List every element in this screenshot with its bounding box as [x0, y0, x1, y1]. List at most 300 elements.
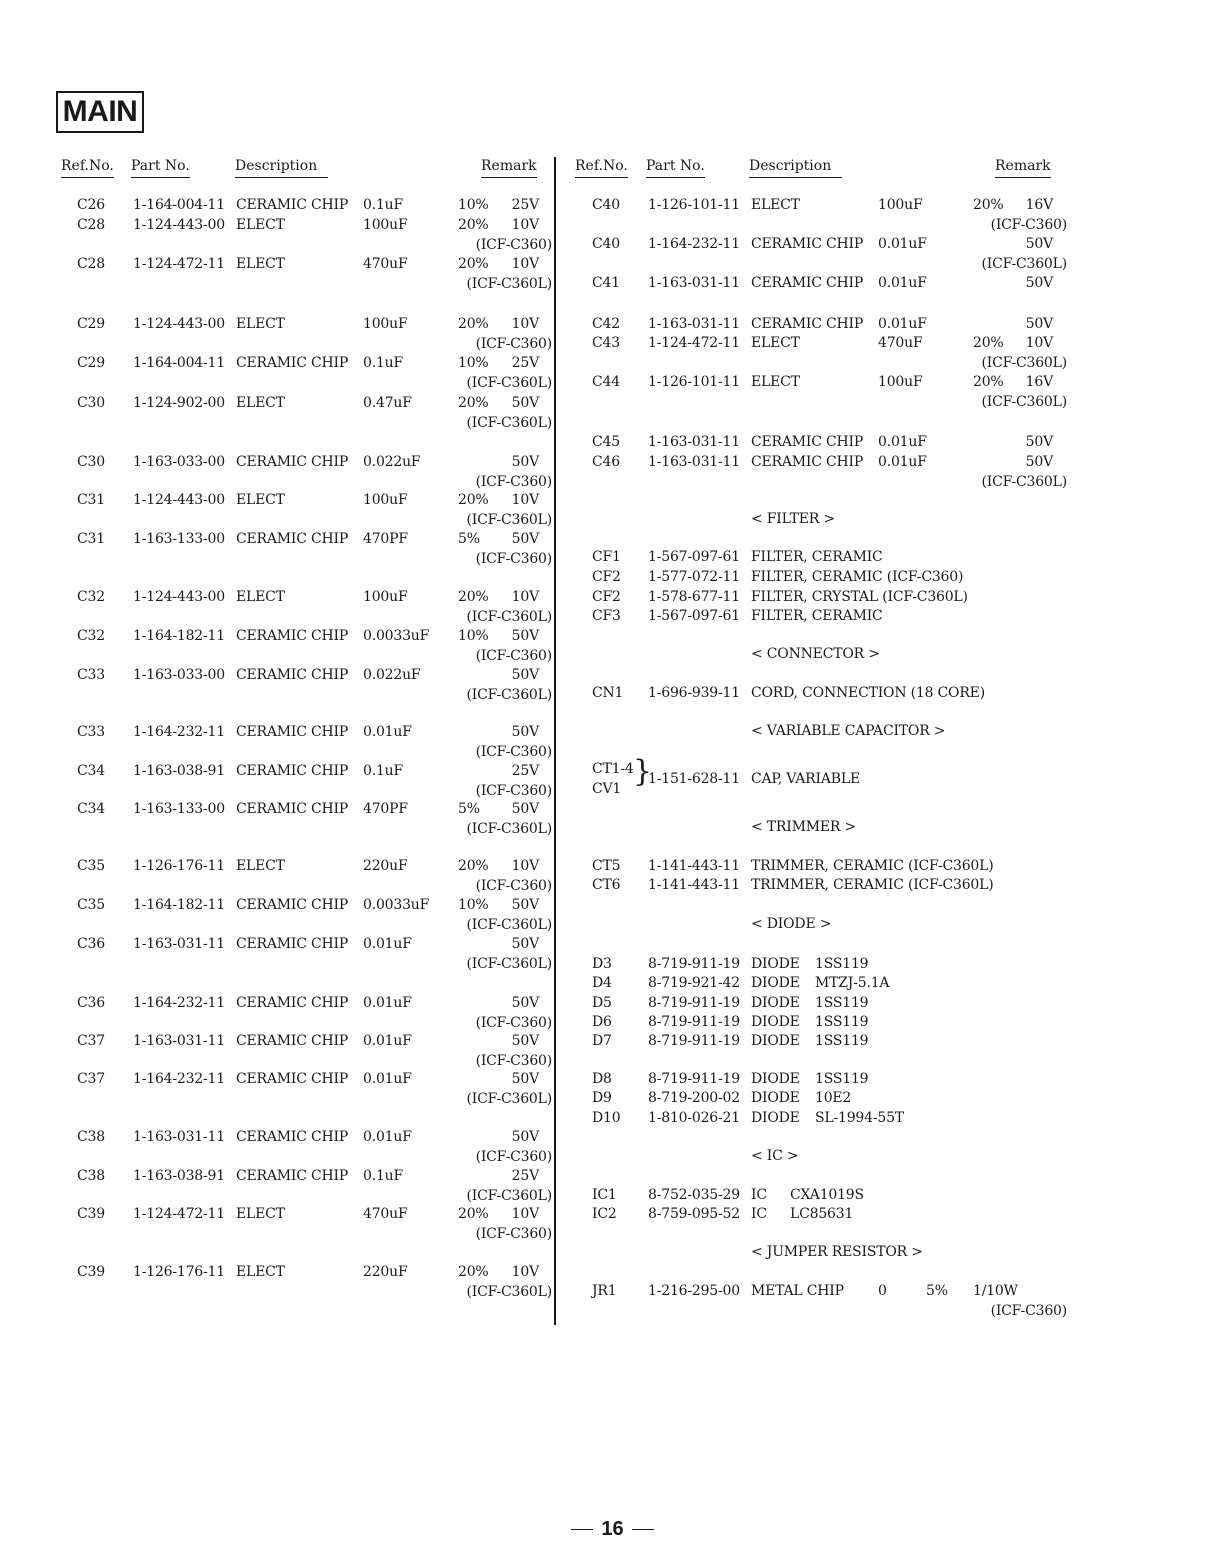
model-note: (ICF-C360) [475, 336, 552, 352]
tolerance: 20% [458, 256, 489, 272]
page-number: 16 [0, 1518, 1225, 1541]
value: 470PF [363, 531, 408, 547]
voltage: 50V [511, 667, 539, 683]
description: ELECT [751, 374, 800, 390]
model-note: (ICF-C360) [475, 1226, 552, 1242]
description: FILTER, CERAMIC (ICF-C360) [751, 569, 964, 585]
description: CERAMIC CHIP [751, 236, 864, 252]
ref-no: C41 [592, 275, 620, 291]
tolerance: 20% [458, 316, 489, 332]
model-note: (ICF-C360) [475, 648, 552, 664]
value: 0.01uF [878, 275, 927, 291]
part-no: 1-164-182-11 [133, 628, 225, 644]
ref-no: C44 [592, 374, 620, 390]
description: CERAMIC CHIP [751, 434, 864, 450]
part-no: 1-164-004-11 [133, 355, 225, 371]
voltage: 50V [1025, 275, 1053, 291]
description: ELECT [236, 256, 285, 272]
model-note: (ICF-C360L) [466, 956, 552, 972]
ref-no: C40 [592, 236, 620, 252]
description: ELECT [236, 1264, 285, 1280]
voltage: 25V [511, 763, 539, 779]
description: CERAMIC CHIP [236, 1071, 349, 1087]
value: 0.01uF [363, 724, 412, 740]
description: CERAMIC CHIP [236, 724, 349, 740]
part-no: 8-719-911-19 [648, 956, 740, 972]
description: IC [751, 1206, 767, 1222]
description: DIODE [751, 1110, 800, 1126]
value: 220uF [363, 858, 408, 874]
value: 220uF [363, 1264, 408, 1280]
description: DIODE [751, 1071, 800, 1087]
part-no: 1-163-031-11 [648, 275, 740, 291]
voltage: 10V [511, 1206, 539, 1222]
model-note: (ICF-C360) [475, 878, 552, 894]
description: FILTER, CERAMIC [751, 549, 883, 565]
ref-no: C39 [77, 1264, 105, 1280]
description: ELECT [236, 858, 285, 874]
ref-no: C30 [77, 395, 105, 411]
part-no: 1-141-443-11 [648, 858, 740, 874]
ref-no: C28 [77, 256, 105, 272]
part-no: 1-163-031-11 [648, 454, 740, 470]
description: METAL CHIP [751, 1283, 844, 1299]
ref-no: C34 [77, 763, 105, 779]
ref-no: C31 [77, 492, 105, 508]
tolerance: 20% [973, 335, 1004, 351]
part-no: 1-163-133-00 [133, 531, 225, 547]
model-note: (ICF-C360) [475, 1015, 552, 1031]
description: CERAMIC CHIP [751, 275, 864, 291]
value: 0.1uF [363, 197, 403, 213]
model-note: (ICF-C360L) [981, 474, 1067, 490]
description: FILTER, CERAMIC [751, 608, 883, 624]
description: DIODE [751, 1090, 800, 1106]
part-no: 1-124-443-00 [133, 316, 225, 332]
tolerance: 20% [458, 1264, 489, 1280]
header-remark-right: Remark [995, 158, 1051, 178]
tolerance: 20% [458, 1206, 489, 1222]
voltage: 10V [1025, 335, 1053, 351]
voltage: 50V [511, 531, 539, 547]
description: CERAMIC CHIP [236, 1129, 349, 1145]
description: CERAMIC CHIP [751, 316, 864, 332]
section-trimmer: < TRIMMER > [751, 819, 857, 835]
value: 100uF [878, 197, 923, 213]
description: DIODE [751, 975, 800, 991]
ref-no: CF3 [592, 608, 621, 624]
ref-no: D10 [592, 1110, 621, 1126]
ref-no: C35 [77, 897, 105, 913]
value: 100uF [363, 316, 408, 332]
description: CERAMIC CHIP [236, 531, 349, 547]
tolerance: 10% [458, 355, 489, 371]
value: 0.01uF [878, 434, 927, 450]
value: 100uF [363, 217, 408, 233]
part-no: 1-126-101-11 [648, 197, 740, 213]
description: ELECT [236, 492, 285, 508]
ref-no: D3 [592, 956, 612, 972]
part-no: 1-124-902-00 [133, 395, 225, 411]
part-type: LC85631 [790, 1206, 854, 1222]
ref-no: C43 [592, 335, 620, 351]
tolerance: 10% [458, 897, 489, 913]
value: 0 [878, 1283, 887, 1299]
ref-no: C37 [77, 1033, 105, 1049]
part-no: 1-163-033-00 [133, 454, 225, 470]
part-no: 1-164-232-11 [648, 236, 740, 252]
description: DIODE [751, 1014, 800, 1030]
description: ELECT [236, 217, 285, 233]
model-note: (ICF-C360) [990, 1303, 1067, 1319]
part-no: 1-163-031-11 [133, 1129, 225, 1145]
ref-no: C45 [592, 434, 620, 450]
part-no: 1-216-295-00 [648, 1283, 740, 1299]
part-no: 1-163-033-00 [133, 667, 225, 683]
part-type: SL-1994-55T [815, 1110, 904, 1126]
voltage: 10V [511, 256, 539, 272]
grouping-brace-icon: } [633, 754, 653, 789]
part-no: 1-810-026-21 [648, 1110, 740, 1126]
ref-no: C38 [77, 1168, 105, 1184]
ref-no: JR1 [592, 1283, 617, 1299]
ref-no: C29 [77, 316, 105, 332]
part-no: 1-577-072-11 [648, 569, 740, 585]
model-note: (ICF-C360) [475, 474, 552, 490]
description: CERAMIC CHIP [236, 897, 349, 913]
description: TRIMMER, CERAMIC (ICF-C360L) [751, 858, 994, 874]
description: ELECT [751, 197, 800, 213]
ref-no: C28 [77, 217, 105, 233]
ref-no: D7 [592, 1033, 612, 1049]
ref-no: C26 [77, 197, 105, 213]
part-no: 1-696-939-11 [648, 685, 740, 701]
header-desc-left: Description [235, 158, 328, 178]
section-jumper-resistor: < JUMPER RESISTOR > [751, 1244, 923, 1260]
description: CORD, CONNECTION (18 CORE) [751, 685, 985, 701]
value: 470uF [878, 335, 923, 351]
value: 0.01uF [363, 936, 412, 952]
voltage: 50V [511, 628, 539, 644]
ref-no: C46 [592, 454, 620, 470]
part-no: 1-163-038-91 [133, 1168, 225, 1184]
part-no: 1-163-031-11 [648, 434, 740, 450]
model-note: (ICF-C360L) [466, 917, 552, 933]
voltage: 50V [511, 995, 539, 1011]
part-no: 1-163-133-00 [133, 801, 225, 817]
description: ELECT [236, 395, 285, 411]
value: 0.0033uF [363, 628, 430, 644]
ref-no: C42 [592, 316, 620, 332]
description: CERAMIC CHIP [236, 801, 349, 817]
header-ref-right: Ref.No. [575, 158, 628, 178]
part-no: 1-163-038-91 [133, 763, 225, 779]
value: 0.1uF [363, 763, 403, 779]
tolerance: 20% [458, 492, 489, 508]
part-type: 1SS119 [815, 1033, 869, 1049]
part-no: 1-124-472-11 [648, 335, 740, 351]
part-no: 1-164-182-11 [133, 897, 225, 913]
part-no: 1-126-176-11 [133, 858, 225, 874]
value: 0.01uF [363, 1033, 412, 1049]
part-no: 1-163-031-11 [648, 316, 740, 332]
description: CAP, VARIABLE [751, 771, 860, 787]
part-no: 1-164-004-11 [133, 197, 225, 213]
tolerance: 20% [458, 217, 489, 233]
part-no: 8-719-911-19 [648, 1033, 740, 1049]
part-no: 1-141-443-11 [648, 877, 740, 893]
part-no: 1-578-677-11 [648, 589, 740, 605]
ref-no: C33 [77, 667, 105, 683]
model-note: (ICF-C360) [990, 217, 1067, 233]
part-no: 1-126-176-11 [133, 1264, 225, 1280]
part-no: 1-124-472-11 [133, 1206, 225, 1222]
part-no: 1-164-232-11 [133, 995, 225, 1011]
value: 0.1uF [363, 1168, 403, 1184]
part-no: 8-719-921-42 [648, 975, 740, 991]
voltage: 10V [511, 589, 539, 605]
ref-no: CV1 [592, 781, 622, 797]
voltage: 25V [511, 1168, 539, 1184]
voltage: 25V [511, 355, 539, 371]
part-no: 8-719-911-19 [648, 1014, 740, 1030]
tolerance: 20% [973, 374, 1004, 390]
voltage: 16V [1025, 374, 1053, 390]
description: DIODE [751, 956, 800, 972]
part-no: 1-567-097-61 [648, 608, 740, 624]
model-note: (ICF-C360L) [466, 609, 552, 625]
part-type: 10E2 [815, 1090, 852, 1106]
description: ELECT [236, 316, 285, 332]
ref-no: CT1-4 [592, 761, 634, 777]
ref-no: C32 [77, 628, 105, 644]
description: IC [751, 1187, 767, 1203]
description: CERAMIC CHIP [236, 1168, 349, 1184]
tolerance: 20% [458, 589, 489, 605]
part-type: 1SS119 [815, 956, 869, 972]
part-no: 1-124-443-00 [133, 589, 225, 605]
part-no: 1-124-472-11 [133, 256, 225, 272]
tolerance: 5% [458, 531, 480, 547]
header-remark-left: Remark [481, 158, 537, 178]
value: 470uF [363, 1206, 408, 1222]
model-note: (ICF-C360L) [981, 256, 1067, 272]
ref-no: IC1 [592, 1187, 617, 1203]
part-no: 1-163-031-11 [133, 936, 225, 952]
part-type: 1SS119 [815, 1014, 869, 1030]
description: DIODE [751, 1033, 800, 1049]
ref-no: CF2 [592, 569, 621, 585]
value: 0.022uF [363, 454, 421, 470]
value: 0.01uF [878, 316, 927, 332]
model-note: (ICF-C360) [475, 783, 552, 799]
voltage: 50V [511, 801, 539, 817]
description: CERAMIC CHIP [236, 995, 349, 1011]
ref-no: C35 [77, 858, 105, 874]
ref-no: C36 [77, 995, 105, 1011]
part-no: 1-164-232-11 [133, 1071, 225, 1087]
description: ELECT [751, 335, 800, 351]
ref-no: D8 [592, 1071, 612, 1087]
voltage: 16V [1025, 197, 1053, 213]
model-note: (ICF-C360L) [981, 394, 1067, 410]
description: ELECT [236, 1206, 285, 1222]
ref-no: D4 [592, 975, 612, 991]
model-note: (ICF-C360L) [466, 512, 552, 528]
model-note: (ICF-C360L) [466, 415, 552, 431]
model-note: (ICF-C360L) [466, 821, 552, 837]
part-no: 1-124-443-00 [133, 492, 225, 508]
tolerance: 20% [458, 395, 489, 411]
model-note: (ICF-C360L) [466, 1091, 552, 1107]
value: 0.0033uF [363, 897, 430, 913]
description: CERAMIC CHIP [236, 1033, 349, 1049]
part-no: 1-163-031-11 [133, 1033, 225, 1049]
voltage: 50V [511, 395, 539, 411]
voltage: 50V [511, 936, 539, 952]
ref-no: CN1 [592, 685, 624, 701]
description: ELECT [236, 589, 285, 605]
ref-no: CF2 [592, 589, 621, 605]
part-no: 8-752-035-29 [648, 1187, 740, 1203]
value: 0.47uF [363, 395, 412, 411]
voltage: 50V [1025, 454, 1053, 470]
voltage: 50V [511, 897, 539, 913]
tolerance: 10% [458, 197, 489, 213]
value: 0.01uF [363, 1071, 412, 1087]
value: 100uF [878, 374, 923, 390]
model-note: (ICF-C360) [475, 1149, 552, 1165]
voltage: 10V [511, 316, 539, 332]
ref-no: D6 [592, 1014, 612, 1030]
voltage: 50V [511, 1129, 539, 1145]
voltage: 10V [511, 1264, 539, 1280]
value: 0.01uF [878, 236, 927, 252]
part-type: MTZJ-5.1A [815, 975, 890, 991]
part-type: CXA1019S [790, 1187, 864, 1203]
part-no: 1-567-097-61 [648, 549, 740, 565]
voltage: 50V [511, 1033, 539, 1049]
description: CERAMIC CHIP [236, 197, 349, 213]
column-divider [554, 157, 556, 1325]
part-no: 1-151-628-11 [648, 771, 740, 787]
model-note: (ICF-C360) [475, 551, 552, 567]
model-note: (ICF-C360) [475, 744, 552, 760]
description: DIODE [751, 995, 800, 1011]
ref-no: C34 [77, 801, 105, 817]
ref-no: CF1 [592, 549, 621, 565]
section-diode: < DIODE > [751, 916, 832, 932]
ref-no: C38 [77, 1129, 105, 1145]
value: 0.022uF [363, 667, 421, 683]
ref-no: C29 [77, 355, 105, 371]
part-type: 1SS119 [815, 995, 869, 1011]
voltage: 50V [511, 724, 539, 740]
part-no: 8-719-200-02 [648, 1090, 740, 1106]
tolerance: 20% [973, 197, 1004, 213]
ref-no: CT6 [592, 877, 621, 893]
voltage: 25V [511, 197, 539, 213]
ref-no: C37 [77, 1071, 105, 1087]
tolerance: 20% [458, 858, 489, 874]
header-part-right: Part No. [646, 158, 705, 178]
ref-no: C33 [77, 724, 105, 740]
part-no: 1-164-232-11 [133, 724, 225, 740]
description: CERAMIC CHIP [751, 454, 864, 470]
value: 0.01uF [363, 1129, 412, 1145]
ref-no: C36 [77, 936, 105, 952]
voltage: 50V [1025, 434, 1053, 450]
ref-no: CT5 [592, 858, 621, 874]
voltage: 10V [511, 217, 539, 233]
description: CERAMIC CHIP [236, 355, 349, 371]
model-note: (ICF-C360L) [981, 355, 1067, 371]
description: CERAMIC CHIP [236, 763, 349, 779]
value: 0.1uF [363, 355, 403, 371]
value: 470PF [363, 801, 408, 817]
section-connector: < CONNECTOR > [751, 646, 880, 662]
header-part-left: Part No. [131, 158, 190, 178]
voltage: 50V [511, 1071, 539, 1087]
description: TRIMMER, CERAMIC (ICF-C360L) [751, 877, 994, 893]
wattage: 1/10W [973, 1283, 1018, 1299]
ref-no: D9 [592, 1090, 612, 1106]
tolerance: 5% [926, 1283, 948, 1299]
model-note: (ICF-C360L) [466, 375, 552, 391]
value: 100uF [363, 492, 408, 508]
ref-no: D5 [592, 995, 612, 1011]
description: CERAMIC CHIP [236, 936, 349, 952]
tolerance: 10% [458, 628, 489, 644]
value: 0.01uF [878, 454, 927, 470]
voltage: 50V [1025, 316, 1053, 332]
model-note: (ICF-C360L) [466, 687, 552, 703]
model-note: (ICF-C360L) [466, 276, 552, 292]
voltage: 10V [511, 492, 539, 508]
part-no: 8-719-911-19 [648, 995, 740, 1011]
header-desc-right: Description [749, 158, 842, 178]
value: 470uF [363, 256, 408, 272]
description: FILTER, CRYSTAL (ICF-C360L) [751, 589, 968, 605]
section-title-box: MAIN [56, 91, 144, 133]
header-ref-left: Ref.No. [61, 158, 114, 178]
voltage: 50V [511, 454, 539, 470]
section-ic: < IC > [751, 1148, 799, 1164]
part-no: 8-759-095-52 [648, 1206, 740, 1222]
model-note: (ICF-C360) [475, 1053, 552, 1069]
section-filter: < FILTER > [751, 511, 835, 527]
value: 100uF [363, 589, 408, 605]
part-no: 1-124-443-00 [133, 217, 225, 233]
ref-no: IC2 [592, 1206, 617, 1222]
section-variable-capacitor: < VARIABLE CAPACITOR > [751, 723, 946, 739]
description: CERAMIC CHIP [236, 454, 349, 470]
model-note: (ICF-C360L) [466, 1188, 552, 1204]
part-type: 1SS119 [815, 1071, 869, 1087]
voltage: 10V [511, 858, 539, 874]
part-no: 1-126-101-11 [648, 374, 740, 390]
voltage: 50V [1025, 236, 1053, 252]
ref-no: C40 [592, 197, 620, 213]
tolerance: 5% [458, 801, 480, 817]
description: CERAMIC CHIP [236, 628, 349, 644]
part-no: 8-719-911-19 [648, 1071, 740, 1087]
value: 0.01uF [363, 995, 412, 1011]
model-note: (ICF-C360) [475, 237, 552, 253]
ref-no: C30 [77, 454, 105, 470]
description: CERAMIC CHIP [236, 667, 349, 683]
ref-no: C31 [77, 531, 105, 547]
